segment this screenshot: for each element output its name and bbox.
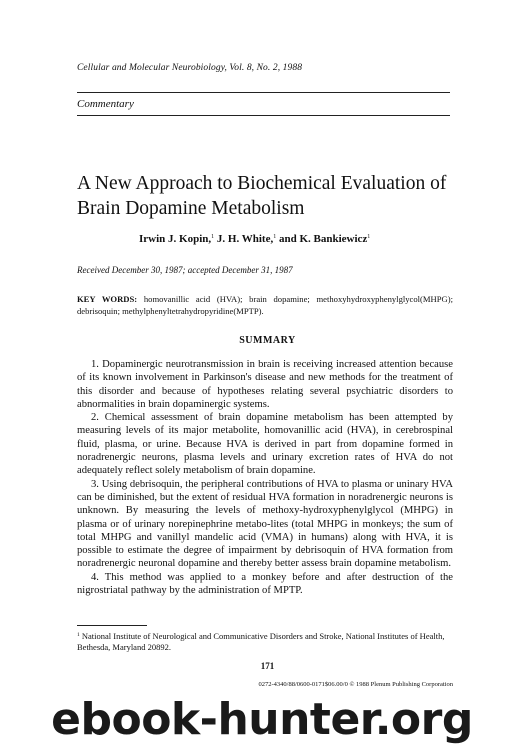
header-rule-bottom [77, 115, 450, 116]
footnote-mark: 1 [77, 632, 80, 638]
summary-paragraph: 3. Using debrisoquin, the peripheral contributions of HVA to plasma or uninary HVA can be diminished, but the extent of residual HVA formation in noradrenergic neurons is unknown. By measuring the levels of methoxy-hydroxyphenylglycol (MHPG) in plasma or of urinary norepinephrine metabo-lites (total MHPG in monkeys; the sum of total MHPG and vanillyl mandelic acid (VMA) in humans) along with HVA, it is possible to estimate the degree of impairment by debrisoquin of HVA formation from noradrenergic neuronal dopamine and thereby better assess brain dopamine metabolism. [77, 478, 453, 570]
watermark-logo [0, 692, 525, 750]
keywords-label: KEY WORDS: [77, 294, 138, 304]
summary-paragraph: 2. Chemical assessment of brain dopamine metabolism has been attempted by measuring levels of its major metabolite, homovanillic acid (HVA), in cerebrospinal fluid, plasma, or urine. Because HVA is derived in part from dopamine formed in noradrenergic neurons, plasma levels and urinary excretion rates of HVA do not adequately reflect solely metabolism of brain dopamine. [77, 412, 453, 477]
article-title: A New Approach to Biochemical Evaluation of Brain Dopamine Metabolism [77, 173, 447, 219]
watermark-text: ebook-hunter.org [51, 694, 473, 745]
footnote-rule [77, 625, 147, 626]
watermark [0, 692, 525, 750]
affiliation-mark: 1 [211, 234, 215, 240]
summary-heading: SUMMARY [239, 335, 296, 346]
affiliation-mark: 1 [367, 234, 371, 240]
header-rule-top [77, 92, 450, 93]
summary-paragraph: 4. This method was applied to a monkey before and after destruction of the nigrostriatal pathway by the administration of MPTP. [77, 571, 453, 597]
summary-paragraph: 1. Dopaminergic neurotransmission in brain is receiving increased attention because of its known involvement in Parkinson's disease and new methods for the treatment of this disorder and because of hypotheses relating several psychiatric disorders to abnormalities in brain dopaminergic systems. [77, 359, 453, 410]
received-dates: Received December 30, 1987; accepted December 31, 1987 [77, 265, 293, 275]
section-label: Commentary [77, 98, 134, 110]
keywords-text: homovanillic acid (HVA); brain dopamine; methoxyhydroxyphenylglycol(MHPG); debrisoquin; methylphenyltetrahydropyridine(MPTP). [77, 294, 453, 316]
author-name: and K. Bankiewicz [278, 233, 368, 245]
summary-body [77, 358, 453, 597]
footnote [77, 630, 455, 653]
page-number: 171 [260, 661, 275, 671]
copyright-line: 0272-4340/88/0600-0171$06.00/0 © 1988 Plenum Publishing Corporation [258, 681, 453, 688]
affiliation-mark: 1 [273, 234, 277, 240]
author-name: J. H. White, [216, 233, 274, 245]
author-list [139, 233, 370, 245]
author-name: Irwin J. Kopin, [139, 233, 212, 245]
journal-citation: Cellular and Molecular Neurobiology, Vol. 8, No. 2, 1988 [77, 63, 303, 73]
footnote-text: National Institute of Neurological and Communicative Disorders and Stroke, National Institutes of Health, Bethesda, Maryland 20892. [77, 631, 445, 652]
keywords-block [77, 294, 453, 317]
